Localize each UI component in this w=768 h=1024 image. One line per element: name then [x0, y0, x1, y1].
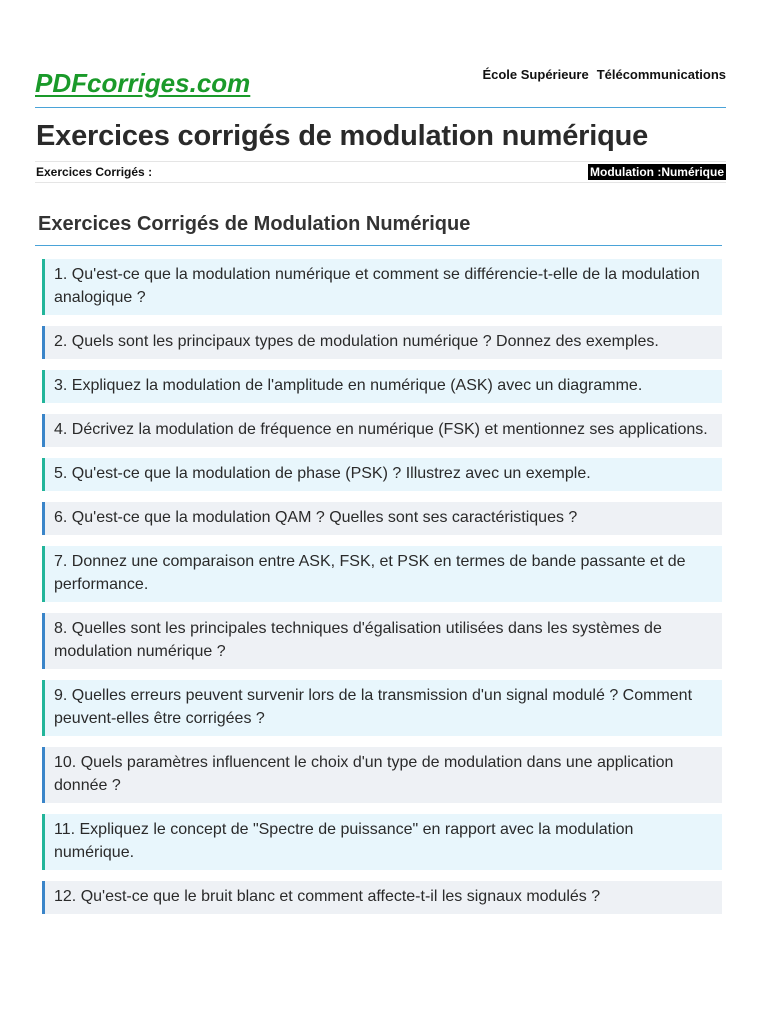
question-item: 1. Qu'est-ce que la modulation numérique et comment se différencie-t-elle de la modulation analogique ?	[42, 259, 722, 315]
tag-ecole[interactable]: École Supérieure	[482, 67, 589, 82]
header-tags	[482, 67, 726, 82]
question-item: 7. Donnez une comparaison entre ASK, FSK, et PSK en termes de bande passante et de performance.	[42, 546, 722, 602]
meta-category-label: Exercices Corrigés :	[36, 165, 153, 179]
question-item: 8. Quelles sont les principales techniques d'égalisation utilisées dans les systèmes de modulation numérique ?	[42, 613, 722, 669]
question-item: 11. Expliquez le concept de "Spectre de puissance" en rapport avec la modulation numérique.	[42, 814, 722, 870]
meta-bar	[35, 161, 726, 183]
question-item: 5. Qu'est-ce que la modulation de phase (PSK) ? Illustrez avec un exemple.	[42, 458, 722, 491]
meta-topic-badge[interactable]: Modulation :Numérique	[590, 165, 724, 179]
section-divider	[35, 245, 722, 246]
question-list	[42, 259, 722, 925]
site-header	[35, 64, 726, 108]
site-logo-link[interactable]: PDFcorriges.com	[35, 68, 251, 98]
tag-telecom[interactable]: Télécommunications	[596, 67, 726, 82]
question-item: 4. Décrivez la modulation de fréquence en numérique (FSK) et mentionnez ses applications.	[42, 414, 722, 447]
question-item: 10. Quels paramètres influencent le choix d'un type de modulation dans une application donnée ?	[42, 747, 722, 803]
section-title: Exercices Corrigés de Modulation Numérique	[38, 213, 471, 235]
page-title: Exercices corrigés de modulation numérique	[36, 120, 649, 152]
question-item: 3. Expliquez la modulation de l'amplitude en numérique (ASK) avec un diagramme.	[42, 370, 722, 403]
question-item: 9. Quelles erreurs peuvent survenir lors de la transmission d'un signal modulé ? Comment peuvent-elles être corrigées ?	[42, 680, 722, 736]
question-item: 2. Quels sont les principaux types de modulation numérique ? Donnez des exemples.	[42, 326, 722, 359]
question-item: 6. Qu'est-ce que la modulation QAM ? Quelles sont ses caractéristiques ?	[42, 502, 722, 535]
question-item: 12. Qu'est-ce que le bruit blanc et comment affecte-t-il les signaux modulés ?	[42, 881, 722, 914]
